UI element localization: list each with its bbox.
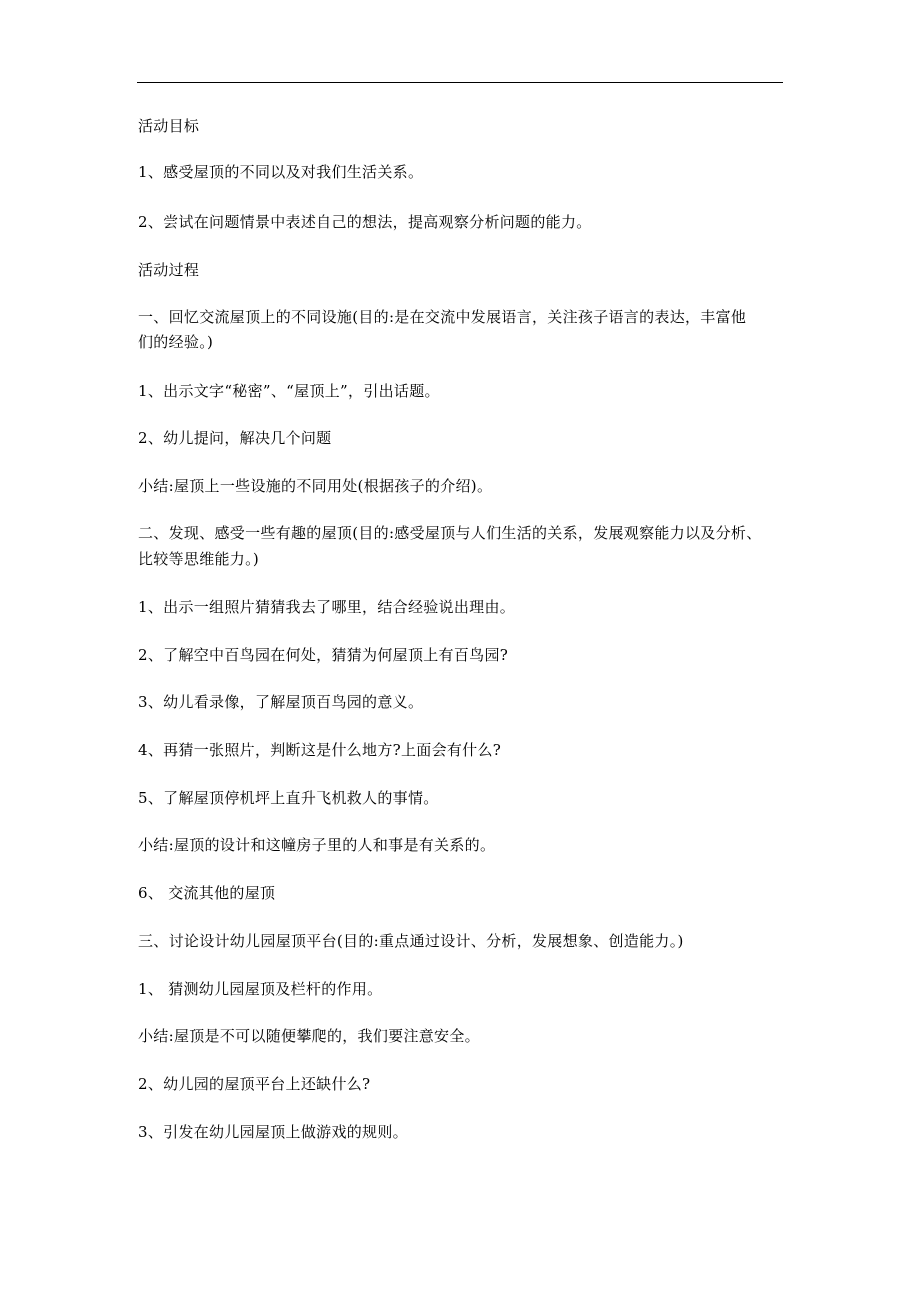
part-two-step-5: 5、了解屋顶停机坪上直升飞机救人的事情。 — [138, 789, 439, 807]
part-three-step-3: 3、引发在幼儿园屋顶上做游戏的规则。 — [138, 1123, 408, 1141]
part-two-heading-line-1: 二、发现、感受一些有趣的屋顶(目的:感受屋顶与人们生活的关系，发展观察能力以及分析、 — [138, 524, 762, 542]
part-three-summary: 小结:屋顶是不可以随便攀爬的，我们要注意安全。 — [138, 1027, 480, 1045]
part-one-heading-line-2: 们的经验。) — [138, 333, 214, 351]
goal-item-1: 1、感受屋顶的不同以及对我们生活关系。 — [138, 163, 424, 181]
part-three-step-1: 1、 猜测幼儿园屋顶及栏杆的作用。 — [138, 980, 383, 998]
section-heading-process: 活动过程 — [138, 261, 200, 279]
part-one-step-2: 2、幼儿提问，解决几个问题 — [138, 429, 332, 447]
part-two-step-6: 6、 交流其他的屋顶 — [138, 884, 276, 902]
part-one-heading-line-1: 一、回忆交流屋顶上的不同设施(目的:是在交流中发展语言，关注孩子语言的表达，丰富他 — [138, 308, 747, 326]
part-three-step-2: 2、幼儿园的屋顶平台上还缺什么? — [138, 1075, 371, 1093]
section-heading-goals: 活动目标 — [138, 117, 200, 135]
part-two-summary: 小结:屋顶的设计和这幢房子里的人和事是有关系的。 — [138, 836, 496, 854]
part-three-heading: 三、讨论设计幼儿园屋顶平台(目的:重点通过设计、分析，发展想象、创造能力。) — [138, 932, 684, 950]
part-two-step-3: 3、幼儿看录像，了解屋顶百鸟园的意义。 — [138, 693, 424, 711]
part-two-step-4: 4、再猜一张照片，判断这是什么地方?上面会有什么? — [138, 741, 502, 759]
part-two-step-2: 2、了解空中百鸟园在何处，猜猜为何屋顶上有百鸟园? — [138, 646, 509, 664]
header-rule — [137, 82, 783, 83]
part-two-step-1: 1、出示一组照片猜猜我去了哪里，结合经验说出理由。 — [138, 598, 516, 616]
part-one-summary: 小结:屋顶上一些设施的不同用处(根据孩子的介绍)。 — [138, 477, 493, 495]
goal-item-2: 2、尝试在问题情景中表述自己的想法，提高观察分析问题的能力。 — [138, 213, 592, 231]
part-two-heading-line-2: 比较等思维能力。) — [138, 550, 260, 568]
part-one-step-1: 1、出示文字“秘密”、“屋顶上”，引出话题。 — [138, 382, 440, 400]
